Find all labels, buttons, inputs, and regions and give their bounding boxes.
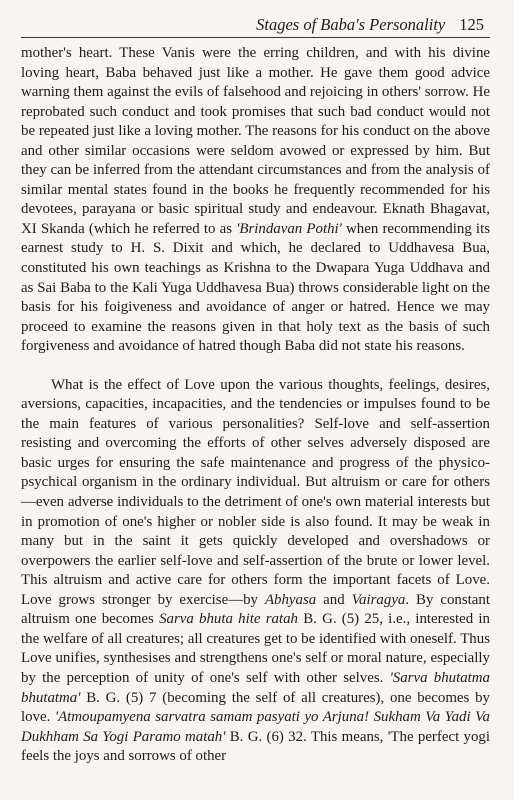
text-segment: B. G. (5) 25, i.e., interested in the welfare of all creatures; all creatures get to be identified with oneself. Thus Love unifies, synthesises and strengthens one's self or moral nature, especially by the perception of unity of one's self with other selves.: [21, 611, 490, 686]
text-segment: . By constant altruism one becomes: [21, 591, 490, 628]
text-segment: mother's heart. These Vanis were the erring children, and with his divine loving heart, Baba behaved just like a mother. He gave them good advice warning them against the evils of falsehood and rejoicing in others' sorrow. He reprobated such conduct and took promises that such bad conduct would not be repeated just like a loving mother. The reasons for his conduct on the above and other similar occasions were seldom avowed or expressed by him. But they can be inferred from the attendant circumstances and from the analysis of similar mental states found in the books he frequently recommended for his devotees, parayana or basic spiritual study and endeavour. Eknath Bhagavat, XI Skanda (which he referred to as: [21, 45, 490, 237]
text-segment: B. G. (5) 7 (becoming the self of all creatures), one becomes by love.: [21, 689, 490, 726]
running-header: [21, 14, 490, 38]
text-segment: when recommending its earnest study to H. S. Dixit and which, he declared to Uddhavesa Bua, constituted his own teachings as Krishna to the Dwapara Yuga Uddhava and as Sai Baba to the Kali Yuga Uddhavesa Bua) throws considerable light on the basis for his foigiveness and avoidance of anger or hatred. Hence we may proceed to examine the reasons given in that holy text as the basis of such forgiveness and avoidance of hatred though Baba did not state his reasons.: [21, 220, 491, 355]
paragraph: [21, 376, 490, 767]
italic-text-segment: Sarva bhuta hite ratah: [159, 611, 298, 628]
text-segment: B. G. (6) 32. This means, 'The perfect yogi feels the joys and sorrows of other: [21, 728, 490, 765]
running-title: Stages of Baba's Personality: [256, 15, 446, 34]
italic-text-segment: 'Atmoupamyena sarvatra samam pasyati yo Arjuna! Sukham Va Yadi Va Dukhham Sa Yogi Paramo matah': [21, 709, 490, 745]
body-text: [21, 44, 490, 767]
italic-text-segment: Abhyasa: [264, 591, 317, 608]
paragraph: [21, 44, 490, 357]
text-segment: and: [316, 591, 352, 608]
italic-text-segment: Vairagya: [351, 591, 406, 608]
italic-text-segment: 'Brindavan Pothi': [236, 220, 342, 237]
text-segment: What is the effect of Love upon the various thoughts, feelings, desires, aversions, capacities, incapacities, and the tendencies or impulses found to be the main features of various personalities? Self-love and self-assertion resisting and overcoming the efforts of other selves adversely disposed are basic urges for ensuring the safe maintenance and progress of the physico-psychical organism in the ordinary individual. But altruism or care for others—even adverse individuals to the detriment of one's own material interests but in promotion of one's higher or nobler side is also found. It may be weak in many but in the saint it gets quickly developed and overshadows or overpowers the earlier self-love and self-assertion of the brute or lower level. This altruism and active care for others form the important facets of Love. Love grows stronger by exercise—by: [21, 376, 490, 608]
italic-text-segment: 'Sarva bhutatma bhutatma': [21, 669, 491, 706]
page-number: 125: [459, 15, 484, 34]
